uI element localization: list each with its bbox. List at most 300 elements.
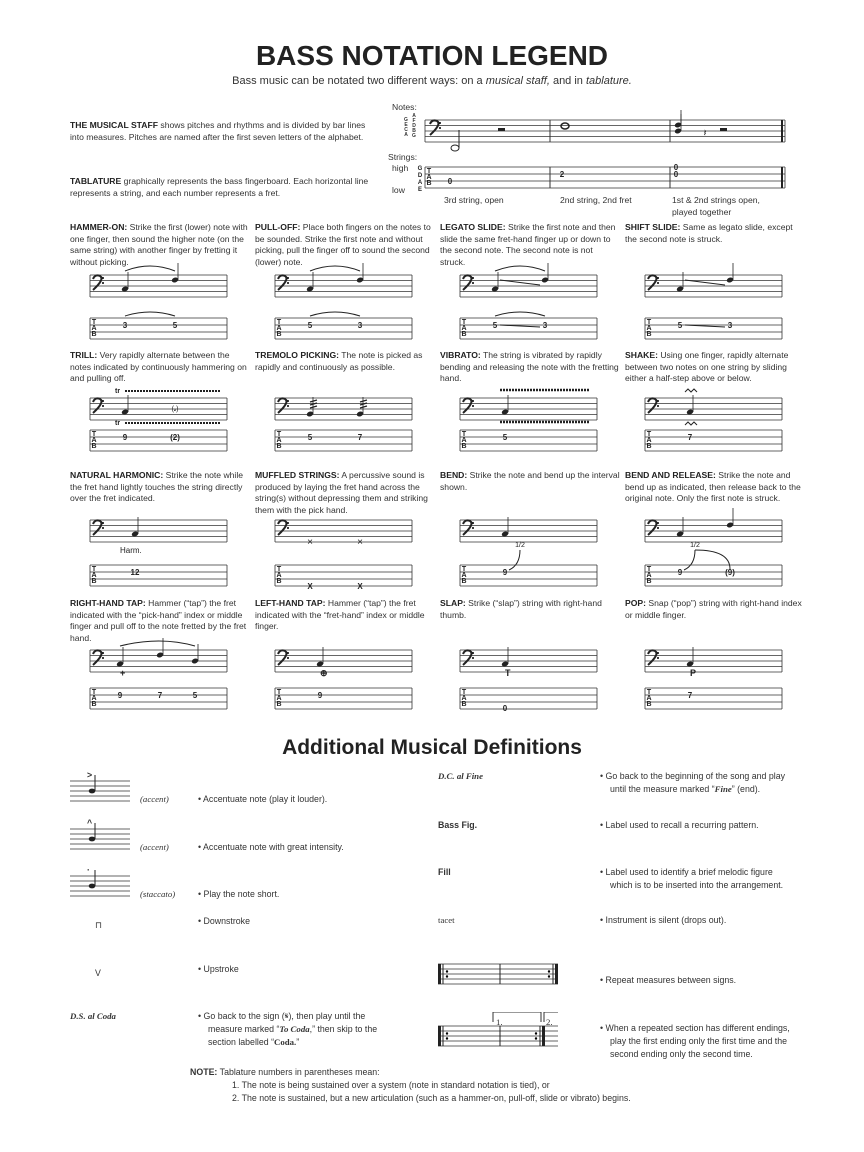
subtitle-em: musical staff, xyxy=(485,75,550,87)
term: D.C. al Fine xyxy=(438,771,483,781)
repeat-end-bar xyxy=(542,1026,545,1046)
tab-number: 0 xyxy=(447,177,453,186)
bass-clef-dot xyxy=(287,277,289,279)
tab-clef-letter: B xyxy=(276,443,282,450)
ending-label xyxy=(546,1016,553,1029)
definition: • Repeat measures between signs. xyxy=(600,975,737,985)
bass-clef-dot xyxy=(287,522,289,524)
definition-text: Label used to recall a recurring pattern. xyxy=(605,820,759,830)
intro-notation-diagram xyxy=(400,110,790,195)
legend-diagram-trill xyxy=(85,378,235,460)
legend-diagram-bend xyxy=(455,500,605,595)
bass-clef-dot xyxy=(657,652,659,654)
bass-clef-dot xyxy=(102,277,104,279)
tab-clef-letter: T xyxy=(276,566,282,573)
bass-clef-dot xyxy=(102,652,104,654)
tab-clef-letter: A xyxy=(91,695,97,702)
legend-term: SLAP: xyxy=(440,598,466,608)
legend-term: PULL-OFF: xyxy=(255,222,301,232)
tab-number: 7 xyxy=(357,433,363,442)
articulation-symbol: ^ xyxy=(87,818,93,828)
bass-clef-icon xyxy=(93,520,101,535)
legend-text: Hammer (“tap”) the fret indicated with the “fret-hand” index or middle finger. xyxy=(255,598,425,631)
tab-number: 3 xyxy=(542,321,548,330)
tab-clef-letter: B xyxy=(276,331,282,338)
legend-text: Snap (“pop”) string with right-hand index or middle finger. xyxy=(625,598,802,620)
section-title: Additional Musical Definitions xyxy=(282,736,582,759)
tab-number: 3 xyxy=(122,321,128,330)
bass-clef-icon xyxy=(278,275,286,290)
tab-number: 9 xyxy=(502,568,508,577)
articulation-mark xyxy=(87,817,107,830)
first-ending-label: 1. xyxy=(496,1017,503,1027)
legend-term: SHIFT SLIDE: xyxy=(625,222,681,232)
definition: • Play the note short. xyxy=(198,889,280,899)
tab-clef-letter: A xyxy=(276,437,282,444)
technique-symbol: T xyxy=(505,668,511,678)
articulation-mark xyxy=(87,864,107,877)
term: tacet xyxy=(438,915,455,925)
tab-clef-letter: B xyxy=(461,331,467,338)
bass-clef-dot xyxy=(657,277,659,279)
legend-diagram-mute xyxy=(270,500,420,595)
bass-clef-dot xyxy=(657,527,659,529)
bass-clef-icon xyxy=(93,398,101,413)
tab-clef-letter: T xyxy=(646,319,652,326)
articulation-label: (staccato) xyxy=(140,889,176,899)
tab-number: (9) xyxy=(725,568,735,577)
repeat-dot xyxy=(446,975,448,977)
legend-text: Hammer (“tap”) the fret indicated with the “pick-hand” index or middle finger and pull off to the note fretted by the fret hand. xyxy=(70,598,247,643)
note-item: 2. The note is sustained, but a new articulation (such as a hammer-on, pull-off, slide or vibrato) begins. xyxy=(232,1093,631,1103)
notes-label: Notes: xyxy=(392,102,417,112)
subtitle-text: and in xyxy=(549,75,586,87)
tab-clef-letter: T xyxy=(91,566,97,573)
repeat-end-bar xyxy=(555,964,558,984)
tab-clef-letter: T xyxy=(461,566,467,573)
upstroke-icon: V xyxy=(95,968,101,978)
legend-text: Strike (“slap”) string with right-hand thumb. xyxy=(440,598,602,620)
caption: 2nd string, 2nd fret xyxy=(560,195,632,205)
articulation-mark xyxy=(87,769,107,782)
legend-text: Strike the first note and then slide the same fret-hand finger up or down to the second note. The second note is not struck. xyxy=(440,222,616,267)
legend-description xyxy=(255,350,435,373)
musical-staff-description xyxy=(70,120,380,143)
legend-description xyxy=(440,470,620,493)
tab-clef-letter: A xyxy=(461,325,467,332)
tab-number: 7 xyxy=(687,433,693,442)
bend-arrow xyxy=(509,550,520,570)
bass-clef-icon xyxy=(278,650,286,665)
tab-clef-letter: T xyxy=(426,168,432,175)
bass-clef-dot xyxy=(287,405,289,407)
term: Bass Fig. xyxy=(438,820,478,830)
legend-text: Same as legato slide, except the second note is struck. xyxy=(625,222,793,244)
half-rest xyxy=(720,128,727,131)
tab-clef-letter: T xyxy=(91,689,97,696)
slur xyxy=(310,312,360,316)
tab-clef-letter: A xyxy=(461,572,467,579)
tab-number: 9 xyxy=(122,433,128,442)
legend-term: HAMMER-ON: xyxy=(70,222,128,232)
bass-clef-icon xyxy=(93,275,101,290)
term: D.S. al Coda xyxy=(70,1011,116,1021)
desc-head: TABLATURE xyxy=(70,176,122,186)
bass-clef-icon xyxy=(648,398,656,413)
bass-clef-icon xyxy=(648,650,656,665)
bass-clef-icon xyxy=(463,520,471,535)
legend-text: The string is vibrated by rapidly bending and releasing the note with the fretting hand. xyxy=(440,350,619,383)
tablature-description xyxy=(70,176,380,199)
repeat-dot xyxy=(446,1037,448,1039)
shake-mark xyxy=(685,422,697,425)
tab-clef-letter: B xyxy=(646,443,652,450)
bass-clef-dot xyxy=(472,522,474,524)
tab-clef-letter: A xyxy=(276,572,282,579)
legend-term: SHAKE: xyxy=(625,350,658,360)
tab-clef-letter: T xyxy=(461,319,467,326)
bass-clef-dot xyxy=(102,527,104,529)
line-note-letters: A F D B G xyxy=(412,113,416,139)
articulation-label: (accent) xyxy=(140,794,169,804)
term xyxy=(438,866,558,879)
whole-note xyxy=(561,123,569,129)
legend-description xyxy=(255,598,435,633)
downstroke-icon: ⊓ xyxy=(95,920,102,930)
definition-text: Coda. xyxy=(274,1037,297,1047)
legend-term: MUFFLED STRINGS: xyxy=(255,470,340,480)
note-item: 1. The note is being sustained over a system (note in standard notation is tied), or xyxy=(232,1080,550,1090)
muted-note: × xyxy=(307,537,313,548)
tab-clef-letter: B xyxy=(646,331,652,338)
tab-clef-letter: T xyxy=(276,431,282,438)
repeat-staff xyxy=(438,962,558,992)
space-note-letters: G E C A xyxy=(404,117,408,138)
tab-clef-letter: B xyxy=(646,701,652,708)
tab-clef-letter: B xyxy=(646,578,652,585)
legend-diagram-tremolo xyxy=(270,378,420,460)
definition-text: ), then play until the measure marked “ xyxy=(208,1011,366,1034)
tab-clef-letter: A xyxy=(461,695,467,702)
tab-number: 9 xyxy=(317,691,323,700)
tremolo-slashes xyxy=(360,400,367,408)
slur xyxy=(125,312,175,316)
definition: • Accentuate note (play it louder). xyxy=(198,794,328,804)
subtitle xyxy=(0,75,864,87)
page-title: BASS NOTATION LEGEND xyxy=(255,40,609,71)
tab-number: 5 xyxy=(172,321,178,330)
tab-clef-letter: B xyxy=(91,701,97,708)
bass-clef-icon xyxy=(648,275,656,290)
legend-diagram-pop xyxy=(640,630,790,718)
legend-term: RIGHT-HAND TAP: xyxy=(70,598,146,608)
desc-head: THE MUSICAL STAFF xyxy=(70,120,159,130)
definition-text: Accentuate note (play it louder). xyxy=(203,794,328,804)
tab-clef-letter: A xyxy=(91,572,97,579)
bass-clef-dot xyxy=(102,405,104,407)
string-letter: E xyxy=(417,187,423,193)
repeat-dot xyxy=(548,970,550,972)
tab-clef-letter: B xyxy=(91,331,97,338)
tab-clef-letter: T xyxy=(276,319,282,326)
bass-clef-dot xyxy=(102,400,104,402)
bass-clef-dot xyxy=(287,652,289,654)
desc-text: graphically represents the bass fingerboard. Each horizontal line represents a string, and each number represents a fret. xyxy=(70,176,369,198)
trill-symbol: tr xyxy=(115,420,121,427)
tab-clef-letter: T xyxy=(91,319,97,326)
note-head xyxy=(89,789,96,794)
repeat-start-bar xyxy=(438,964,441,984)
definition: • Instrument is silent (drops out). xyxy=(600,915,727,925)
bend-amount: 1/2 xyxy=(515,542,525,549)
tab-clef-letter: B xyxy=(426,180,432,187)
legend-diagram-slide xyxy=(640,255,790,348)
term xyxy=(438,819,558,832)
release-arrow xyxy=(695,550,730,569)
low-label: low xyxy=(392,185,405,195)
tab-clef-letter: B xyxy=(276,578,282,585)
legend-diagram-slur xyxy=(270,255,420,348)
legend-diagram-lht xyxy=(270,630,420,718)
definition: • When a repeated section has different endings, play the first ending only the first time and the second ending only the second time. xyxy=(600,1023,790,1059)
tab-clef-letter: B xyxy=(461,443,467,450)
technique-symbol: + xyxy=(120,668,126,678)
legend-diagram-shake xyxy=(640,378,790,460)
half-note xyxy=(451,145,459,151)
tab-number: 5 xyxy=(492,321,498,330)
tab-number: 0 xyxy=(673,170,679,179)
repeat-sign-diagram xyxy=(438,962,558,997)
legend-diagram-slap xyxy=(455,630,605,718)
definition-text: ” (end). xyxy=(731,784,761,794)
shake-mark xyxy=(685,389,697,392)
repeat-dot xyxy=(446,1032,448,1034)
bass-clef-icon xyxy=(463,650,471,665)
definition-text: Label used to identify a brief melodic figure which is to be inserted into the arrangement. xyxy=(605,867,784,890)
definition-text: Repeat measures between signs. xyxy=(605,975,737,985)
tab-number: 2 xyxy=(559,170,565,179)
bass-clef-dot xyxy=(657,522,659,524)
subtitle-em: tablature. xyxy=(585,75,632,87)
definition-text: Play the note short. xyxy=(203,889,280,899)
legend-diagram-bendrel xyxy=(640,500,790,595)
ending-label xyxy=(496,1016,503,1029)
definition-text: ” xyxy=(296,1037,300,1047)
definition-text: Instrument is silent (drops out). xyxy=(605,915,727,925)
quarter-rest-icon: 𝄽 xyxy=(703,128,707,139)
tab-number: 5 xyxy=(502,433,508,442)
bass-clef-dot xyxy=(102,657,104,659)
bass-clef-dot xyxy=(657,657,659,659)
definition: • Downstroke xyxy=(198,916,250,926)
legend-term: LEFT-HAND TAP: xyxy=(255,598,326,608)
definition-text: Downstroke xyxy=(203,916,250,926)
definition-text: Accentuate note with great intensity. xyxy=(203,842,344,852)
bass-clef-dot xyxy=(472,652,474,654)
legend-term: BEND AND RELEASE: xyxy=(625,470,716,480)
stroke-symbol xyxy=(95,919,115,932)
bass-clef-icon xyxy=(430,120,438,135)
legend-term: VIBRATO: xyxy=(440,350,481,360)
legend-diagram-rht xyxy=(85,630,235,718)
tab-number: 3 xyxy=(727,321,733,330)
high-label: high xyxy=(392,163,409,173)
technique-symbol: ⊕ xyxy=(320,668,328,678)
definition-text: ,” then skip to the section labelled “ xyxy=(208,1024,378,1047)
definition-text: Go back to the sign ( xyxy=(203,1011,285,1021)
legend-term: TREMOLO PICKING: xyxy=(255,350,340,360)
tab-clef-letter: T xyxy=(646,566,652,573)
legend-description xyxy=(440,598,620,621)
bass-clef-icon xyxy=(463,275,471,290)
articulation-label xyxy=(140,888,200,901)
articulation-symbol: · xyxy=(87,865,90,875)
tab-clef-letter: A xyxy=(276,325,282,332)
legend-term: NATURAL HARMONIC: xyxy=(70,470,164,480)
tab-number: (2) xyxy=(170,433,180,442)
tab-number: X xyxy=(357,582,363,591)
legend-text: The note is picked as rapidly and continuously as possible. xyxy=(255,350,423,372)
bass-clef-dot xyxy=(439,127,441,129)
legend-text: Very rapidly alternate between the notes indicated by continuously hammering on and pulling off. xyxy=(70,350,247,383)
legend-text: Strike the note and bend up the interval shown. xyxy=(440,470,620,492)
muted-note: × xyxy=(357,537,363,548)
articulation-label xyxy=(140,841,200,854)
tab-clef-letter: B xyxy=(276,701,282,708)
caption: 1st & 2nd strings open, played together xyxy=(672,195,760,217)
tab-number: 5 xyxy=(677,321,683,330)
note-text: Tablature numbers in parentheses mean: xyxy=(219,1067,380,1077)
tab-clef-letter: T xyxy=(646,431,652,438)
tab-number: 0 xyxy=(502,704,508,713)
technique-symbol: P xyxy=(690,668,697,678)
strings-label: Strings: xyxy=(388,152,418,162)
term xyxy=(438,770,558,783)
legend-description xyxy=(625,598,805,621)
legend-text: Strike the note and bend up as indicated, then release back to the original note. Only the first note is struck. xyxy=(625,470,801,503)
tab-clef-letter: A xyxy=(646,437,652,444)
repeat-dot xyxy=(535,1032,537,1034)
bass-clef-dot xyxy=(439,122,441,124)
bass-clef-dot xyxy=(472,400,474,402)
legend-term: POP: xyxy=(625,598,647,608)
repeat-start-bar xyxy=(438,1026,441,1046)
bass-clef-dot xyxy=(102,522,104,524)
definition-text: Fine xyxy=(714,784,732,794)
tab-clef-letter: T xyxy=(646,689,652,696)
definition: • Go back to the beginning of the song and play until the measure marked “Fine” (end). xyxy=(600,771,786,794)
bass-clef-icon xyxy=(278,520,286,535)
definition: • Accentuate note with great intensity. xyxy=(198,842,344,852)
bass-clef-dot xyxy=(102,282,104,284)
trill-note: (𝅘) xyxy=(171,406,179,413)
repeat-dot xyxy=(548,975,550,977)
definition-text: Go back to the beginning of the song and play until the measure marked “ xyxy=(605,771,786,794)
string-letter: A xyxy=(417,180,423,186)
tab-clef-letter: A xyxy=(646,325,652,332)
tab-clef-letter: T xyxy=(276,689,282,696)
tab-clef-letter: B xyxy=(461,578,467,585)
tab-clef-letter: T xyxy=(461,431,467,438)
note-head: NOTE: xyxy=(190,1067,218,1077)
tab-clef-letter: T xyxy=(461,689,467,696)
desc-text: shows pitches and rhythms and is divided by bar lines into measures. Pitches are named after the first seven letters of the alphabet. xyxy=(70,120,366,142)
legend-diagram-slur xyxy=(85,255,235,348)
note-head xyxy=(89,837,96,842)
tab-clef-letter: B xyxy=(461,701,467,708)
bass-clef-icon xyxy=(463,398,471,413)
legend-description xyxy=(625,222,805,245)
tab-number: 3 xyxy=(357,321,363,330)
bass-clef-dot xyxy=(657,405,659,407)
tab-clef-letter: A xyxy=(461,437,467,444)
tab-number: 0 xyxy=(673,163,679,172)
bass-clef-dot xyxy=(472,405,474,407)
definition-text: Upstroke xyxy=(203,964,239,974)
tab-number: 5 xyxy=(307,433,313,442)
bass-clef-dot xyxy=(287,527,289,529)
tab-clef-letter: B xyxy=(91,443,97,450)
bass-clef-dot xyxy=(472,657,474,659)
tab-number: 9 xyxy=(117,691,123,700)
tab-number: 5 xyxy=(307,321,313,330)
tremolo-slashes xyxy=(310,400,317,408)
slur xyxy=(120,641,195,646)
segno-icon: 𝄋 xyxy=(284,1011,289,1021)
definition: • Label used to recall a recurring pattern. xyxy=(600,820,759,830)
string-letter: D xyxy=(417,173,423,179)
articulation-label: (accent) xyxy=(140,842,169,852)
tab-clef-letter: B xyxy=(91,578,97,585)
term xyxy=(438,914,558,927)
bend-amount: 1/2 xyxy=(690,542,700,549)
tab-clef-letter: A xyxy=(646,572,652,579)
string-letter: G xyxy=(417,166,423,172)
tab-number: 7 xyxy=(157,691,163,700)
tab-number: 9 xyxy=(677,568,683,577)
definition: • Go back to the sign (𝄋), then play until the measure marked “To Coda,” then skip to the section labelled “Coda.” xyxy=(198,1011,378,1047)
legend-diagram-slide-slur xyxy=(455,255,605,348)
trill-symbol: tr xyxy=(115,388,121,395)
tab-clef-letter: T xyxy=(91,431,97,438)
bass-clef-dot xyxy=(472,527,474,529)
bass-clef-dot xyxy=(287,400,289,402)
tab-clef-letter: A xyxy=(91,325,97,332)
tab-clef-letter: A xyxy=(91,437,97,444)
legend-text: A percussive sound is produced by laying the fret hand across the string(s) without depressing them and striking them with the pick hand. xyxy=(255,470,428,515)
legend-text: Strike the first (lower) note with one finger, then sound the higher note (on the same string) with another finger by fretting it without picking. xyxy=(70,222,248,267)
slur xyxy=(310,266,360,271)
half-rest xyxy=(498,128,505,131)
definition-text: When a repeated section has different endings, play the first ending only the first time and the second ending only the second time. xyxy=(605,1023,790,1059)
definition: • Upstroke xyxy=(198,964,239,974)
term: Fill xyxy=(438,867,451,877)
bass-clef-dot xyxy=(472,282,474,284)
legend-diagram-harm xyxy=(85,500,235,595)
tab-number: 12 xyxy=(130,568,140,577)
legend-diagram-vibrato xyxy=(455,378,605,460)
caption: 3rd string, open xyxy=(444,195,504,205)
bass-clef-dot xyxy=(657,282,659,284)
note-head xyxy=(89,884,96,889)
note-block xyxy=(190,1066,631,1105)
legend-text: Place both fingers on the notes to be sounded. Strike the first note and without picking, pull the finger off to sound the second (lower) note. xyxy=(255,222,431,267)
bass-clef-dot xyxy=(287,282,289,284)
bass-clef-icon xyxy=(648,520,656,535)
tab-clef-letter: A xyxy=(276,695,282,702)
bass-clef-dot xyxy=(472,277,474,279)
technique-symbol: Harm. xyxy=(120,546,142,555)
